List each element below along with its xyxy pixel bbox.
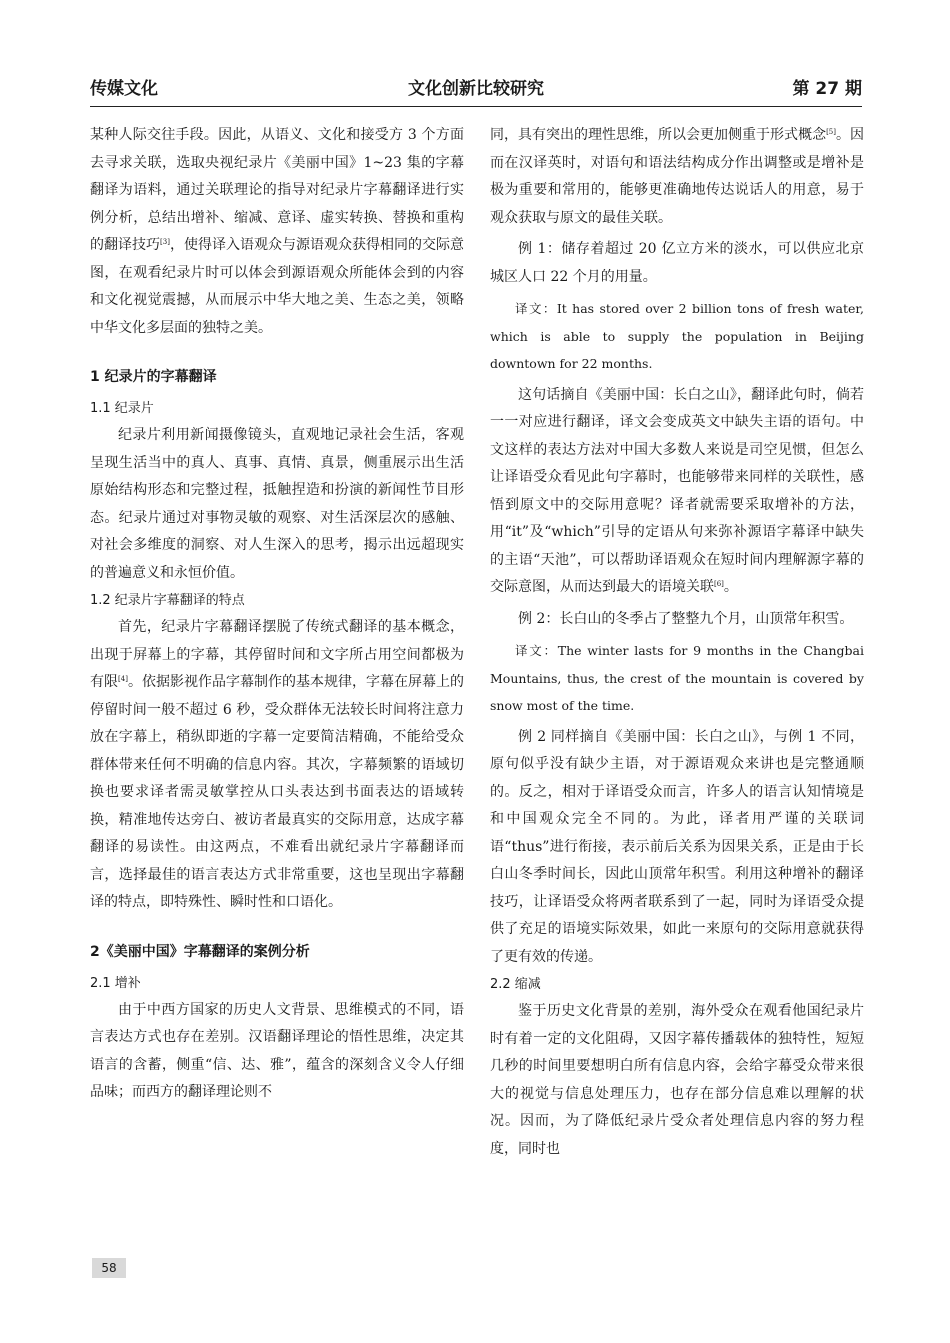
section-2-heading: 2《美丽中国》字幕翻译的案例分析 [90,943,310,960]
journal-name: 传媒文化 [90,79,158,99]
subsection-2-2-heading: 2.2 缩减 [490,977,541,992]
intro-paragraph [90,122,464,342]
section-title: 文化创新比较研究 [408,79,544,99]
right-column [490,122,864,1163]
paragraph-1-2 [90,614,464,917]
paragraph-2-1: 由于中西方国家的历史人文背景、思维模式的不同，语言表达方式也存在差别。汉语翻译理论的悟性思维，决定其语言的含蓄，侧重“信、达、雅”，蕴含的深刻含义令人仔细品味；而西方的翻译理论则不 [90,1001,464,1100]
intro-text: 某种人际交往手段。因此，从语义、文化和接受方 3 个方面去寻求关联，选取央视纪录片《美丽中国》1~23 集的字幕翻译为语料，通过关联理论的指导对纪录片字幕翻译进行实例分析，总结出增补、缩减、意译、虚实转换、替换和重构的翻译技巧 [90,127,464,253]
example-1-analysis-text: 这句话摘自《美丽中国：长白之山》，翻译此句时，倘若一一对应进行翻译，译文会变成英文中缺失主语的语句。中文这样的表达方法对中国大多数人来说是司空见惯，但怎么让译语受众看见此句字幕时，也能够带来同样的关联性，感悟到原文中的交际用意呢？译者就需要采取增补的方法，用“it”及“which”引导的定语从句来弥补源语字幕译中缺失的主语“天池”，可以帮助译语观众在短时间内理解源字幕的交际意图，从而达到最大的语境关联 [490,386,864,595]
paragraph-1-2-text-b: 。依据影视作品字幕制作的基本规律，字幕在屏幕上的停留时间一般不超过 6 秒，受众群体无法较长时间将注意力放在字幕上，稍纵即逝的字幕一定要简洁精确，不能给受众群体带来任何不明确的信息内容。其次，字幕频繁的语域切换也要求译者需灵敏掌控从口头表达到书面表达的语域转换，精准地传达旁白、被访者最真实的交际用意，达成字幕翻译的易读性。由这两点，不难看出就纪录片字幕翻译而言，选择最佳的语言表达方式非常重要，这也呈现出字幕翻译的特点，即特殊性、瞬时性和口语化。 [90,674,465,910]
subsection-2-1-heading: 2.1 增补 [90,975,141,991]
page-number: 58 [92,1258,126,1278]
running-header [90,76,862,106]
continued-text-a: 同，具有突出的理性思维，所以会更加侧重于形式概念 [490,127,827,143]
example-2: 例 2：长白山的冬季占了整整九个月，山顶常年积雪。 [518,610,854,627]
example-2-analysis: 例 2 同样摘自《美丽中国：长白之山》，与例 1 不同，原句似乎没有缺少主语，对于源语观众来讲也是完整通顺的。反之，相对于译语受众而言，许多人的语言认知情境是和中国观众完全不同的。为此，译者用严谨的关联词语“thus”进行衔接，表示前后关系为因果关系，正是由于长白山冬季时间长，因此山顶常年积雪。利用这种增补的翻译技巧，让译语受众将两者联系到了一起，同时为译语受众提供了充足的语境实际效果，如此一来原句的交际用意就获得了更有效的传递。 [490,728,864,965]
intro-text-end: ，使得译入语观众与源语观众获得相同的交际意图，在观看纪录片时可以体会到源语观众所能体会到的内容和文化视觉震撼，从而展示中华大地之美、生态之美，领略中华文化多层面的独特之美。 [90,237,464,336]
header-rule [90,106,862,107]
citation-3: [3] [160,238,170,246]
citation-6: [6] [714,580,724,588]
citation-4: [4] [118,675,128,683]
example-1-analysis-end: 。 [723,579,738,595]
example-1: 例 1：储存着超过 20 亿立方米的淡水，可以供应北京城区人口 22 个月的用量。 [490,241,864,285]
issue-number: 第 27 期 [792,79,862,99]
example-1-analysis [490,382,864,602]
paragraph-1-2-text-a: 首先，纪录片字幕翻译摆脱了传统式翻译的基本概念，出现于屏幕上的字幕，其停留时间和文字所占用空间都极为有限 [90,619,464,690]
continued-text-b: 。因而在汉译英时，对语句和语法结构成分作出调整或是增补是极为重要和常用的，能够更准确地传达说话人的用意，易于观众获取与原文的最佳关联。 [490,127,865,226]
section-1-heading: 1 纪录片的字幕翻译 [90,369,217,385]
left-column [90,122,464,1107]
translation-2: 译文：The winter lasts for 9 months in the Changbai Mountains, thus, the crest of the mountain is covered by snow most of the time. [490,643,864,713]
paragraph-1-1: 纪录片利用新闻摄像镜头，直观地记录社会生活，客观呈现生活当中的真人、真事、真情、真景，侧重展示出生活原始结构形态和完整过程，抵触捏造和扮演的新闻性节目形态。纪录片通过对事物灵敏的观察、对生活深层次的感触、对社会多维度的洞察、对人生深入的思考，揭示出远超现实的普遍意义和永恒价值。 [90,427,464,581]
subsection-1-2-heading: 1.2 纪录片字幕翻译的特点 [90,593,245,608]
translation-1: 译文：It has stored over 2 billion tons of fresh water, which is able to supply the population in Beijing downtown for 22 months. [490,301,864,371]
continued-paragraph [490,122,864,232]
subsection-1-1-heading: 1.1 纪录片 [90,401,154,416]
paragraph-2-2: 鉴于历史文化背景的差别，海外受众在观看他国纪录片时有着一定的文化阻碍，又因字幕传播载体的独特性，短短几秒的时间里要想明白所有信息内容，会给字幕受众带来很大的视觉与信息处理压力，也存在部分信息难以理解的状况。因而，为了降低纪录片受众者处理信息内容的努力程度，同时也 [490,1003,864,1157]
citation-5: [5] [826,128,836,136]
